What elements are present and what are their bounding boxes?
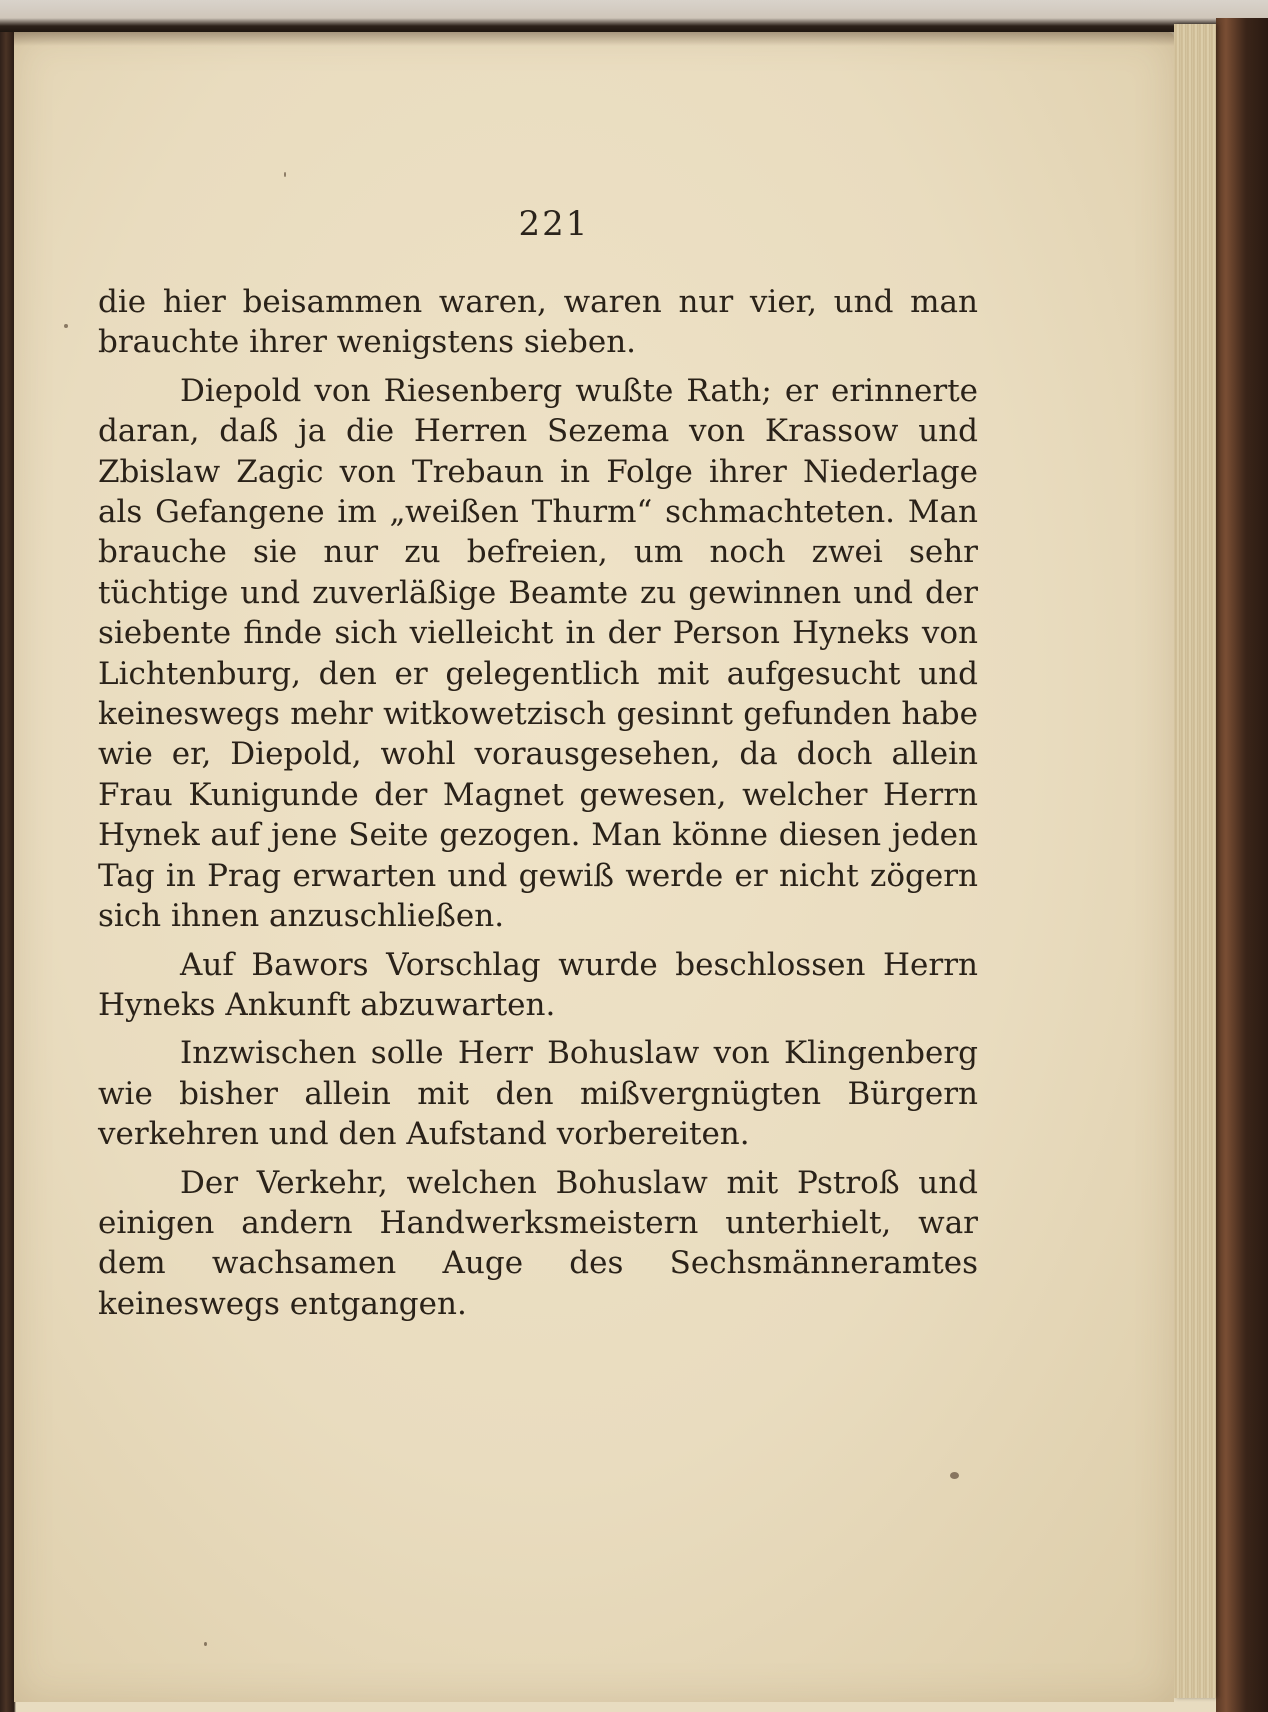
paragraph-2: Diepold von Riesenberg wußte Rath; er erinnerte daran, daß ja die Herren Sezema von Krassow und Zbislaw Zagic von Trebaun in Folge ihrer Niederlage als Gefangene im „weißen Thurm“ schmachteten. Man brauche sie nur zu befreien, um noch zwei sehr tüchtige und zuverläßige Beamte zu gewinnen und der siebente finde sich vielleicht in der Person Hyneks von Lichtenburg, den er gelegentlich mit aufgesucht und keineswegs mehr witkowetzisch gesinnt gefunden habe wie er, Diepold, wohl vorausgesehen, da doch allein Frau Kunigunde der Magnet gewesen, welcher Herrn Hynek auf jene Seite gezogen. Man könne diesen jeden Tag in Prag erwarten und gewiß werde er nicht zögern sich ihnen anzuschließen. (98, 372, 978, 935)
paragraph-4: Inzwischen solle Herr Bohuslaw von Klingenberg wie bisher allein mit den mißvergnügten Bürgern verkehren und den Aufstand vorbereiten. (98, 1035, 978, 1153)
paper-speck (204, 1642, 207, 1646)
page-text (98, 282, 978, 1332)
paragraph-3: Auf Bawors Vorschlag wurde beschlossen Herrn Hyneks Ankunft abzuwarten. (98, 946, 978, 1023)
paper-speck (64, 324, 68, 328)
book-cover-right-edge (1216, 18, 1268, 1712)
page-shadow (14, 32, 1174, 46)
book-cover-top-edge (0, 0, 1268, 32)
page-stack-edges (1174, 24, 1216, 1698)
page-number: 221 (518, 204, 590, 244)
paper-speck (950, 1472, 959, 1479)
paper-speck (284, 172, 286, 177)
paragraph-1: die hier beisammen waren, waren nur vier, und man brauchte ihrer wenigstens sieben. (98, 284, 978, 361)
book-page (14, 32, 1174, 1702)
paragraph-5: Der Verkehr, welchen Bohuslaw mit Pstroß und einigen andern Handwerksmeistern unterhielt, war dem wachsamen Auge des Sechsmänneramtes keineswegs entgangen. (98, 1164, 978, 1322)
